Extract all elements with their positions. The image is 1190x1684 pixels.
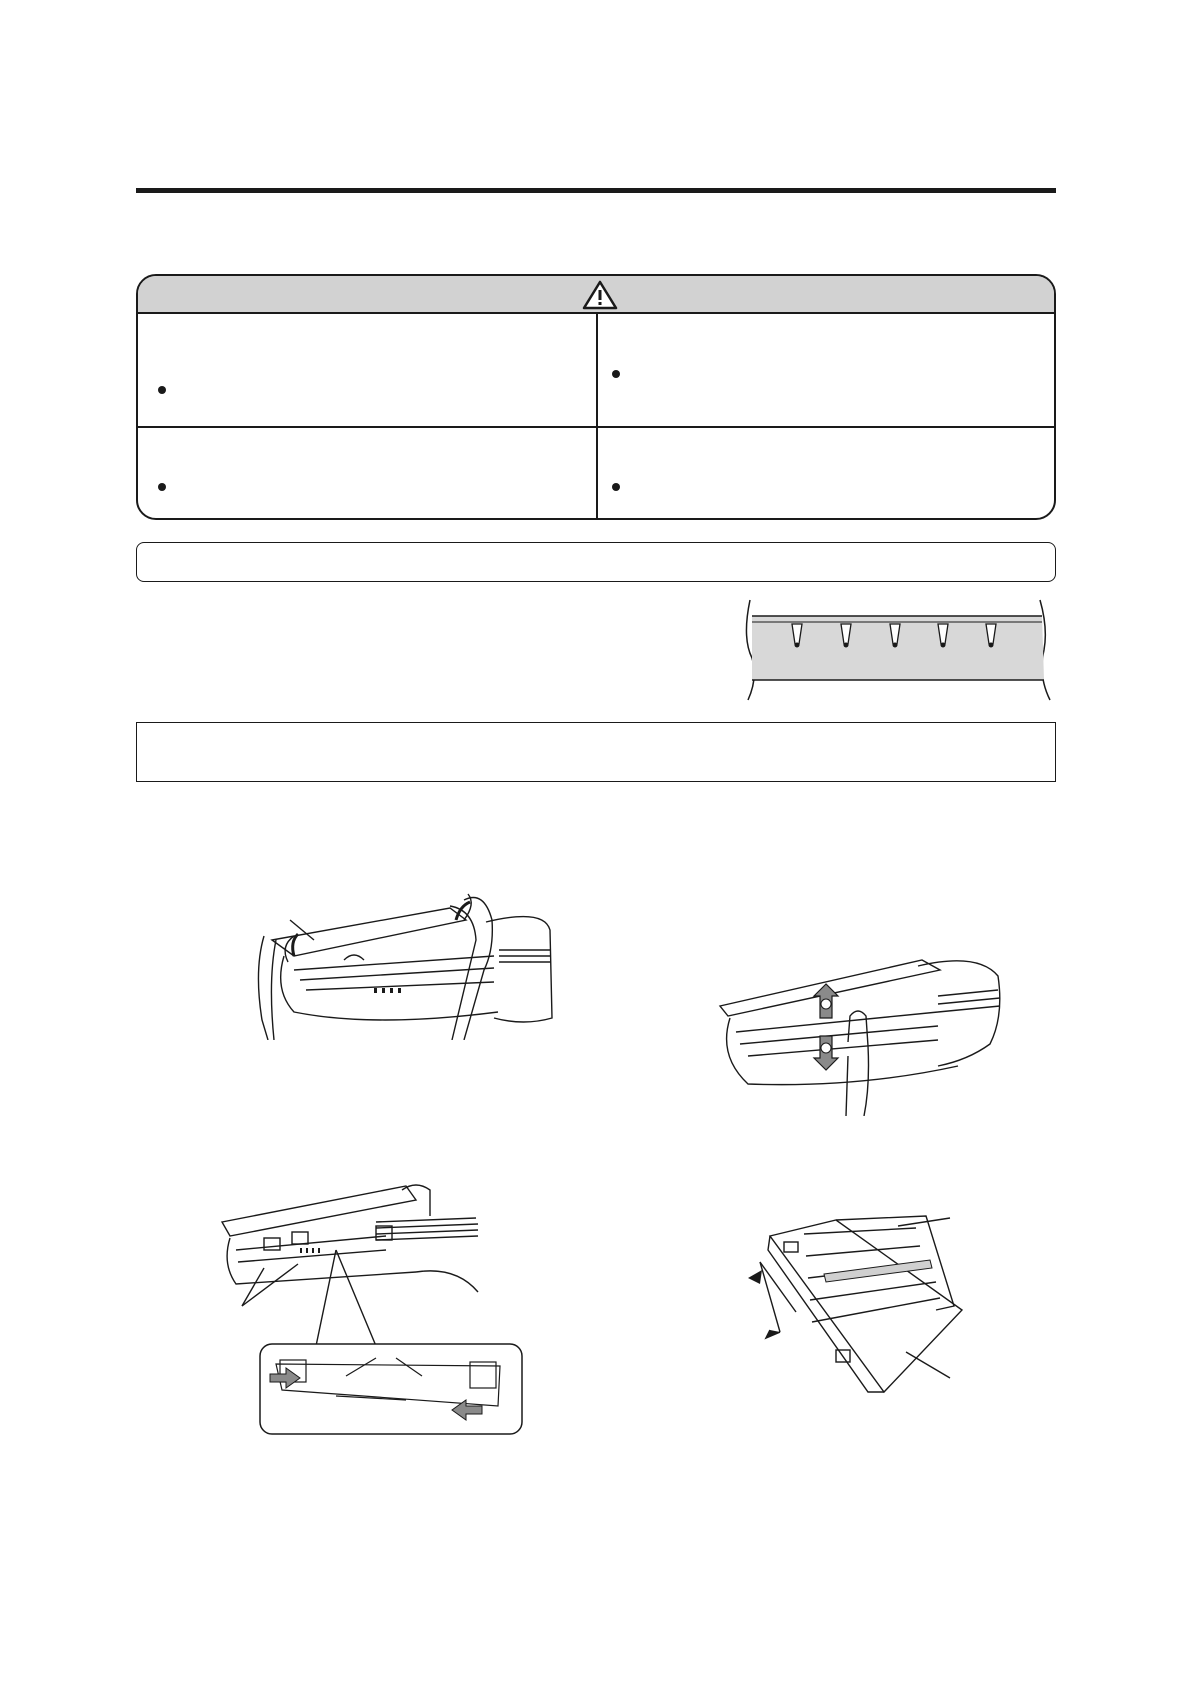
warning-horizontal-divider	[138, 426, 1054, 428]
warning-vertical-divider	[596, 314, 598, 520]
bullet-icon	[612, 483, 620, 491]
warning-header	[138, 276, 1054, 314]
step-box	[136, 722, 1056, 782]
figure-unit-with-detail-inset	[216, 1166, 536, 1438]
top-rule	[136, 188, 1056, 193]
bullet-icon	[158, 386, 166, 394]
figure-filter-frame	[740, 1202, 970, 1398]
figure-lifting-front-panel	[254, 890, 554, 1040]
bullet-icon	[612, 370, 620, 378]
note-bar	[136, 542, 1056, 582]
warning-triangle-icon	[582, 280, 618, 310]
figure-grille-clips	[744, 598, 1060, 702]
warning-box	[136, 274, 1056, 520]
figure-removing-air-filter	[718, 956, 1004, 1116]
bullet-icon	[158, 483, 166, 491]
